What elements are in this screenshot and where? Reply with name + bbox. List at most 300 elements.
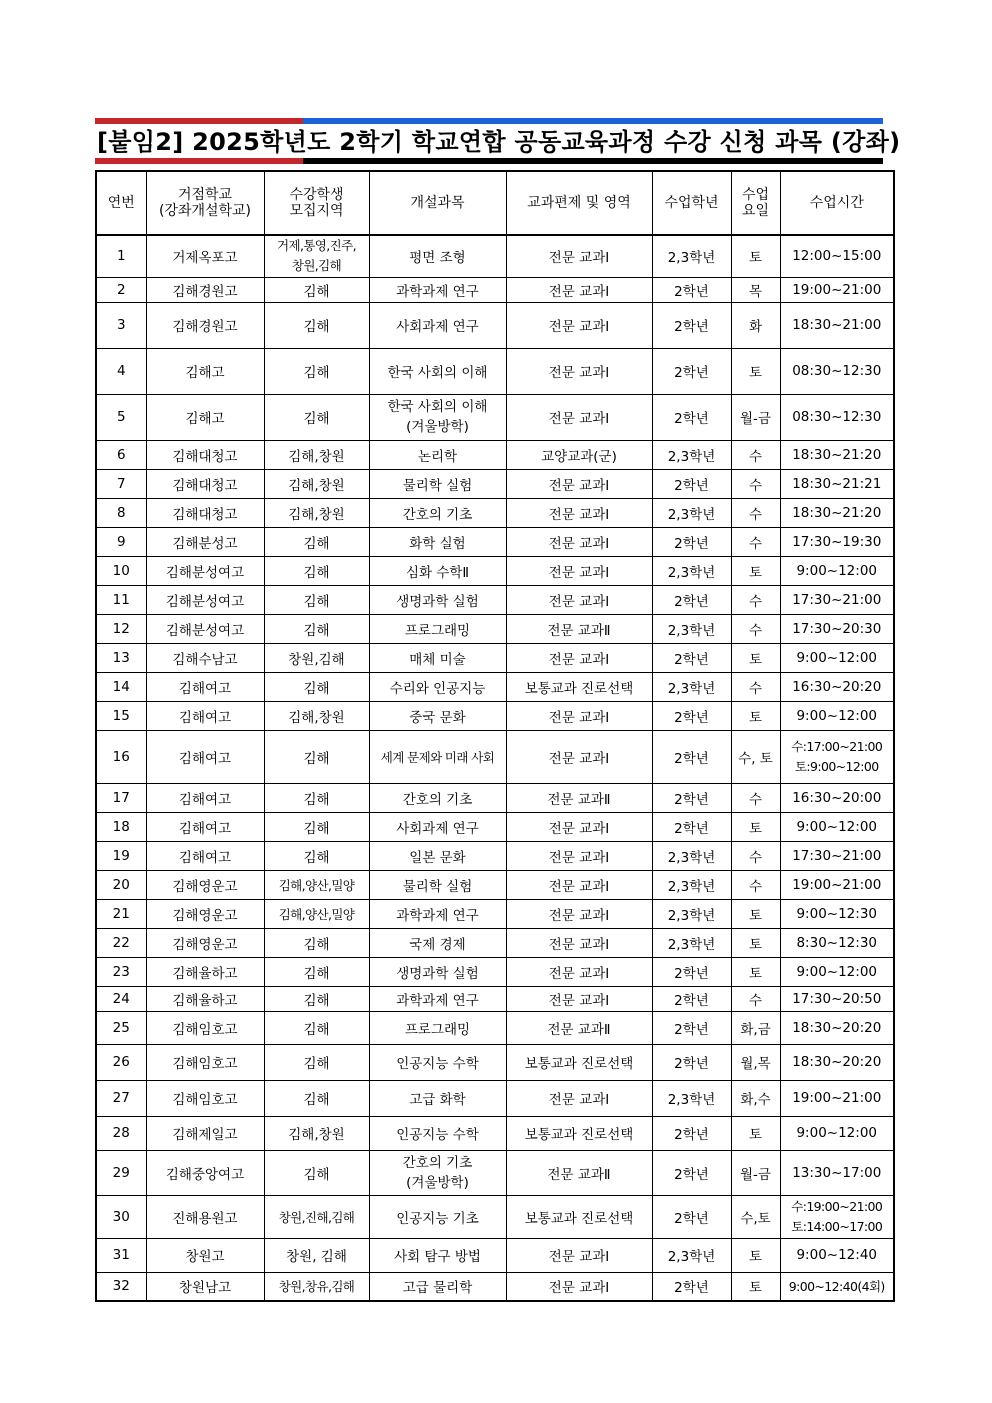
row-subject: 매체 미술: [369, 643, 506, 672]
row-grade: 2학년: [652, 1116, 731, 1150]
table-row: [96, 1272, 894, 1301]
row-subject: 세계 문제와 미래 사회: [369, 730, 506, 783]
row-day: 토: [731, 1116, 780, 1150]
row-subject: 고급 화학: [369, 1080, 506, 1116]
row-grade: 2,3학년: [652, 841, 731, 870]
row-region: 김해: [264, 928, 369, 957]
row-day: 수: [731, 469, 780, 498]
row-time: 17:30~19:30: [780, 527, 894, 556]
row-grade: 2,3학년: [652, 870, 731, 899]
row-time: 9:00~12:00: [780, 701, 894, 730]
row-area: 전문 교과Ⅰ: [506, 498, 652, 527]
row-time: 수:19:00~21:00 토:14:00~17:00: [780, 1195, 894, 1238]
row-subject: 사회과제 연구: [369, 812, 506, 841]
row-region: 김해,창원: [264, 440, 369, 469]
row-area: 전문 교과Ⅰ: [506, 841, 652, 870]
row-school: 김해분성여고: [146, 585, 264, 614]
row-region: 김해: [264, 1044, 369, 1080]
row-subject: 고급 물리학: [369, 1272, 506, 1301]
header-time: 수업시간: [780, 171, 894, 235]
row-day: 화,수: [731, 1080, 780, 1116]
row-school: 김해고: [146, 348, 264, 394]
row-no: 21: [96, 899, 146, 928]
row-school: 김해여고: [146, 783, 264, 812]
row-time: 17:30~20:50: [780, 986, 894, 1011]
row-no: 22: [96, 928, 146, 957]
row-no: 14: [96, 672, 146, 701]
row-day: 토: [731, 235, 780, 277]
row-school: 김해대청고: [146, 469, 264, 498]
row-grade: 2학년: [652, 348, 731, 394]
table-row: [96, 957, 894, 986]
row-region: 김해,창원: [264, 469, 369, 498]
row-time: 12:00~15:00: [780, 235, 894, 277]
row-region: 거제,통영,진주, 창원,김해: [264, 235, 369, 277]
row-time: 08:30~12:30: [780, 394, 894, 440]
row-time: 16:30~20:20: [780, 672, 894, 701]
table-row: [96, 348, 894, 394]
row-region: 김해,창원: [264, 701, 369, 730]
row-time: 9:00~12:00: [780, 1116, 894, 1150]
table-row: [96, 701, 894, 730]
row-grade: 2,3학년: [652, 556, 731, 585]
page-title: [붙임2] 2025학년도 2학기 학교연합 공동교육과정 수강 신청 과목 (강좌): [97, 128, 901, 156]
row-day: 토: [731, 701, 780, 730]
row-grade: 2학년: [652, 957, 731, 986]
row-region: 김해: [264, 783, 369, 812]
row-school: 진해용원고: [146, 1195, 264, 1238]
row-subject: 논리학: [369, 440, 506, 469]
row-no: 4: [96, 348, 146, 394]
row-day: 토: [731, 348, 780, 394]
row-time: 19:00~21:00: [780, 870, 894, 899]
row-school: 김해임호고: [146, 1080, 264, 1116]
row-area: 전문 교과Ⅰ: [506, 585, 652, 614]
row-school: 김해율하고: [146, 986, 264, 1011]
title-block: [95, 118, 901, 164]
table-row: [96, 1044, 894, 1080]
row-subject: 사회 탐구 방법: [369, 1238, 506, 1272]
row-grade: 2학년: [652, 394, 731, 440]
row-area: 전문 교과Ⅰ: [506, 302, 652, 348]
row-day: 수: [731, 783, 780, 812]
row-subject: 과학과제 연구: [369, 899, 506, 928]
row-day: 수: [731, 986, 780, 1011]
row-no: 16: [96, 730, 146, 783]
row-subject: 과학과제 연구: [369, 277, 506, 302]
row-no: 27: [96, 1080, 146, 1116]
table-row: [96, 783, 894, 812]
row-subject: 인공지능 수학: [369, 1044, 506, 1080]
row-area: 보통교과 진로선택: [506, 1195, 652, 1238]
row-area: 전문 교과Ⅰ: [506, 928, 652, 957]
table-row: [96, 394, 894, 440]
row-time: 17:30~21:00: [780, 585, 894, 614]
row-area: 보통교과 진로선택: [506, 672, 652, 701]
table-row: [96, 1238, 894, 1272]
row-grade: 2학년: [652, 527, 731, 556]
row-time: 18:30~21:00: [780, 302, 894, 348]
row-time: 19:00~21:00: [780, 1080, 894, 1116]
row-subject: 물리학 실험: [369, 469, 506, 498]
row-region: 김해,양산,밀양: [264, 899, 369, 928]
row-no: 9: [96, 527, 146, 556]
title-top-rule: [95, 118, 883, 124]
row-no: 7: [96, 469, 146, 498]
row-no: 12: [96, 614, 146, 643]
row-region: 김해,양산,밀양: [264, 870, 369, 899]
row-region: 김해: [264, 302, 369, 348]
row-day: 월-금: [731, 394, 780, 440]
row-area: 보통교과 진로선택: [506, 1044, 652, 1080]
row-region: 창원, 김해: [264, 1238, 369, 1272]
row-grade: 2,3학년: [652, 928, 731, 957]
table-row: [96, 986, 894, 1011]
row-day: 토: [731, 1238, 780, 1272]
table-row: [96, 302, 894, 348]
table-body: [96, 235, 894, 1301]
table-row: [96, 1150, 894, 1195]
row-day: 월,목: [731, 1044, 780, 1080]
row-day: 토: [731, 957, 780, 986]
row-area: 전문 교과Ⅰ: [506, 235, 652, 277]
row-no: 20: [96, 870, 146, 899]
table-row: [96, 614, 894, 643]
row-time: 19:00~21:00: [780, 277, 894, 302]
row-no: 5: [96, 394, 146, 440]
table-row: [96, 556, 894, 585]
row-grade: 2,3학년: [652, 498, 731, 527]
row-school: 김해영운고: [146, 899, 264, 928]
row-school: 김해경원고: [146, 302, 264, 348]
row-grade: 2학년: [652, 277, 731, 302]
row-school: 김해대청고: [146, 440, 264, 469]
row-time: 13:30~17:00: [780, 1150, 894, 1195]
row-region: 김해: [264, 957, 369, 986]
row-day: 수, 토: [731, 730, 780, 783]
title-bottom-rule: [95, 158, 883, 164]
row-time: 8:30~12:30: [780, 928, 894, 957]
row-subject: 수리와 인공지능: [369, 672, 506, 701]
row-subject: 생명과학 실험: [369, 585, 506, 614]
row-time: 수:17:00~21:00 토:9:00~12:00: [780, 730, 894, 783]
row-day: 토: [731, 812, 780, 841]
row-no: 32: [96, 1272, 146, 1301]
row-day: 월-금: [731, 1150, 780, 1195]
row-day: 수: [731, 527, 780, 556]
row-time: 18:30~21:20: [780, 440, 894, 469]
row-no: 11: [96, 585, 146, 614]
row-no: 13: [96, 643, 146, 672]
row-grade: 2,3학년: [652, 235, 731, 277]
row-area: 전문 교과Ⅱ: [506, 614, 652, 643]
row-grade: 2학년: [652, 643, 731, 672]
row-day: 토: [731, 1272, 780, 1301]
row-region: 창원,진해,김해: [264, 1195, 369, 1238]
row-time: 9:00~12:00: [780, 812, 894, 841]
row-area: 전문 교과Ⅰ: [506, 277, 652, 302]
row-subject: 인공지능 기초: [369, 1195, 506, 1238]
table-row: [96, 469, 894, 498]
header-subject: 개설과목: [369, 171, 506, 235]
row-school: 김해영운고: [146, 928, 264, 957]
row-school: 김해여고: [146, 812, 264, 841]
row-region: 창원,김해: [264, 643, 369, 672]
row-time: 17:30~20:30: [780, 614, 894, 643]
row-no: 18: [96, 812, 146, 841]
row-area: 전문 교과Ⅰ: [506, 469, 652, 498]
row-day: 목: [731, 277, 780, 302]
row-region: 김해: [264, 1150, 369, 1195]
row-region: 김해: [264, 394, 369, 440]
row-grade: 2학년: [652, 730, 731, 783]
row-subject: 간호의 기초 (겨울방학): [369, 1150, 506, 1195]
row-region: 김해: [264, 585, 369, 614]
row-subject: 간호의 기초: [369, 498, 506, 527]
table-row: [96, 730, 894, 783]
row-time: 9:00~12:00: [780, 957, 894, 986]
row-no: 26: [96, 1044, 146, 1080]
row-school: 김해여고: [146, 701, 264, 730]
row-no: 25: [96, 1011, 146, 1044]
row-day: 화: [731, 302, 780, 348]
row-day: 토: [731, 643, 780, 672]
row-subject: 한국 사회의 이해 (겨울방학): [369, 394, 506, 440]
row-grade: 2학년: [652, 986, 731, 1011]
table-row: [96, 1116, 894, 1150]
row-region: 김해: [264, 812, 369, 841]
row-grade: 2학년: [652, 1150, 731, 1195]
row-region: 김해: [264, 672, 369, 701]
row-subject: 생명과학 실험: [369, 957, 506, 986]
row-area: 전문 교과Ⅰ: [506, 556, 652, 585]
row-no: 6: [96, 440, 146, 469]
row-no: 8: [96, 498, 146, 527]
row-grade: 2,3학년: [652, 440, 731, 469]
row-area: 전문 교과Ⅰ: [506, 701, 652, 730]
row-school: 김해율하고: [146, 957, 264, 986]
row-no: 17: [96, 783, 146, 812]
row-subject: 간호의 기초: [369, 783, 506, 812]
header-grade: 수업학년: [652, 171, 731, 235]
row-no: 19: [96, 841, 146, 870]
row-subject: 프로그래밍: [369, 614, 506, 643]
row-area: 전문 교과Ⅰ: [506, 643, 652, 672]
row-grade: 2,3학년: [652, 614, 731, 643]
row-region: 김해: [264, 527, 369, 556]
header-no: 연번: [96, 171, 146, 235]
course-table: [95, 170, 895, 1302]
row-area: 전문 교과Ⅰ: [506, 957, 652, 986]
row-day: 수: [731, 440, 780, 469]
table-row: [96, 1195, 894, 1238]
row-day: 수: [731, 870, 780, 899]
row-area: 전문 교과Ⅰ: [506, 348, 652, 394]
table-row: [96, 498, 894, 527]
row-time: 08:30~12:30: [780, 348, 894, 394]
row-grade: 2학년: [652, 783, 731, 812]
row-region: 김해: [264, 730, 369, 783]
row-school: 김해임호고: [146, 1011, 264, 1044]
row-grade: 2학년: [652, 701, 731, 730]
table-row: [96, 672, 894, 701]
row-subject: 프로그래밍: [369, 1011, 506, 1044]
row-no: 23: [96, 957, 146, 986]
row-school: 김해분성고: [146, 527, 264, 556]
row-grade: 2학년: [652, 1195, 731, 1238]
row-area: 보통교과 진로선택: [506, 1116, 652, 1150]
row-school: 김해여고: [146, 672, 264, 701]
row-school: 창원남고: [146, 1272, 264, 1301]
row-no: 10: [96, 556, 146, 585]
row-area: 전문 교과Ⅰ: [506, 986, 652, 1011]
row-subject: 중국 문화: [369, 701, 506, 730]
row-grade: 2학년: [652, 302, 731, 348]
row-region: 김해: [264, 556, 369, 585]
row-region: 김해: [264, 348, 369, 394]
row-region: 김해: [264, 1011, 369, 1044]
row-time: 9:00~12:00: [780, 556, 894, 585]
row-grade: 2학년: [652, 1011, 731, 1044]
row-school: 김해여고: [146, 841, 264, 870]
row-area: 전문 교과Ⅱ: [506, 1150, 652, 1195]
table-row: [96, 440, 894, 469]
row-time: 18:30~20:20: [780, 1011, 894, 1044]
row-no: 28: [96, 1116, 146, 1150]
row-time: 9:00~12:40(4회): [780, 1272, 894, 1301]
row-grade: 2,3학년: [652, 672, 731, 701]
row-grade: 2,3학년: [652, 899, 731, 928]
row-time: 9:00~12:00: [780, 643, 894, 672]
row-school: 김해경원고: [146, 277, 264, 302]
row-area: 전문 교과Ⅱ: [506, 783, 652, 812]
table-row: [96, 235, 894, 277]
row-school: 김해분성여고: [146, 614, 264, 643]
row-grade: 2학년: [652, 585, 731, 614]
row-no: 2: [96, 277, 146, 302]
row-grade: 2학년: [652, 812, 731, 841]
row-grade: 2,3학년: [652, 1080, 731, 1116]
row-area: 전문 교과Ⅰ: [506, 527, 652, 556]
table-row: [96, 643, 894, 672]
row-subject: 심화 수학Ⅱ: [369, 556, 506, 585]
row-no: 29: [96, 1150, 146, 1195]
row-school: 김해고: [146, 394, 264, 440]
row-time: 18:30~21:20: [780, 498, 894, 527]
row-subject: 평면 조형: [369, 235, 506, 277]
row-area: 전문 교과Ⅰ: [506, 870, 652, 899]
table-row: [96, 928, 894, 957]
row-region: 김해: [264, 841, 369, 870]
row-no: 15: [96, 701, 146, 730]
row-time: 16:30~20:00: [780, 783, 894, 812]
row-school: 거제옥포고: [146, 235, 264, 277]
row-no: 1: [96, 235, 146, 277]
row-grade: 2학년: [652, 1272, 731, 1301]
row-day: 수,토: [731, 1195, 780, 1238]
row-day: 화,금: [731, 1011, 780, 1044]
row-no: 31: [96, 1238, 146, 1272]
header-area: 교과편제 및 영역: [506, 171, 652, 235]
row-subject: 화학 실험: [369, 527, 506, 556]
row-subject: 일본 문화: [369, 841, 506, 870]
row-day: 수: [731, 585, 780, 614]
row-time: 9:00~12:30: [780, 899, 894, 928]
row-no: 30: [96, 1195, 146, 1238]
row-school: 김해대청고: [146, 498, 264, 527]
row-school: 김해수남고: [146, 643, 264, 672]
row-day: 토: [731, 556, 780, 585]
table-row: [96, 527, 894, 556]
header-region: 수강학생 모집지역: [264, 171, 369, 235]
row-day: 수: [731, 614, 780, 643]
row-school: 김해제일고: [146, 1116, 264, 1150]
table-row: [96, 277, 894, 302]
row-school: 김해임호고: [146, 1044, 264, 1080]
row-subject: 국제 경제: [369, 928, 506, 957]
header-school: 거점학교 (강좌개설학교): [146, 171, 264, 235]
row-time: 18:30~21:21: [780, 469, 894, 498]
row-day: 수: [731, 672, 780, 701]
row-subject: 과학과제 연구: [369, 986, 506, 1011]
row-grade: 2학년: [652, 1044, 731, 1080]
row-subject: 인공지능 수학: [369, 1116, 506, 1150]
row-region: 김해,창원: [264, 1116, 369, 1150]
row-time: 17:30~21:00: [780, 841, 894, 870]
row-region: 창원,창유,김해: [264, 1272, 369, 1301]
row-area: 전문 교과Ⅰ: [506, 1080, 652, 1116]
row-area: 전문 교과Ⅰ: [506, 730, 652, 783]
row-no: 3: [96, 302, 146, 348]
row-subject: 물리학 실험: [369, 870, 506, 899]
table-row: [96, 1011, 894, 1044]
row-time: 9:00~12:40: [780, 1238, 894, 1272]
row-area: 전문 교과Ⅰ: [506, 899, 652, 928]
row-school: 창원고: [146, 1238, 264, 1272]
row-school: 김해분성여고: [146, 556, 264, 585]
table-row: [96, 870, 894, 899]
row-area: 교양교과(군): [506, 440, 652, 469]
row-time: 18:30~20:20: [780, 1044, 894, 1080]
table-row: [96, 585, 894, 614]
row-region: 김해,창원: [264, 498, 369, 527]
row-region: 김해: [264, 1080, 369, 1116]
row-area: 전문 교과Ⅰ: [506, 812, 652, 841]
row-grade: 2,3학년: [652, 1238, 731, 1272]
table-row: [96, 841, 894, 870]
row-subject: 한국 사회의 이해: [369, 348, 506, 394]
row-school: 김해여고: [146, 730, 264, 783]
row-school: 김해중앙여고: [146, 1150, 264, 1195]
row-day: 수: [731, 498, 780, 527]
row-region: 김해: [264, 277, 369, 302]
row-area: 전문 교과Ⅰ: [506, 1272, 652, 1301]
header-row: [96, 171, 894, 235]
row-area: 전문 교과Ⅱ: [506, 1011, 652, 1044]
row-region: 김해: [264, 614, 369, 643]
row-area: 전문 교과Ⅰ: [506, 1238, 652, 1272]
row-area: 전문 교과Ⅰ: [506, 394, 652, 440]
header-day: 수업 요일: [731, 171, 780, 235]
row-school: 김해영운고: [146, 870, 264, 899]
row-day: 수: [731, 841, 780, 870]
table-row: [96, 1080, 894, 1116]
row-no: 24: [96, 986, 146, 1011]
row-day: 토: [731, 899, 780, 928]
row-day: 토: [731, 928, 780, 957]
table-row: [96, 812, 894, 841]
table-row: [96, 899, 894, 928]
